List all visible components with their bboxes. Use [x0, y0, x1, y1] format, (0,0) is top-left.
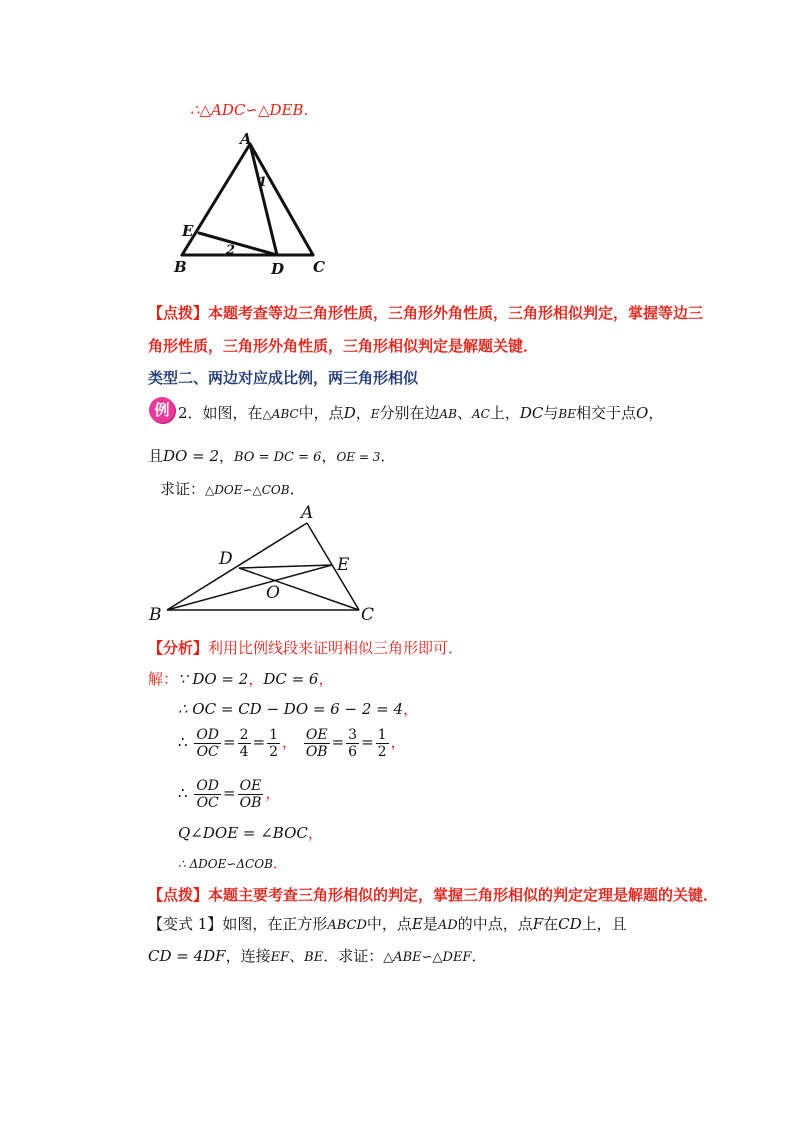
math-DO-eq: DO = 2 — [163, 447, 219, 465]
solution-line-3 — [178, 724, 406, 760]
equals-sign: = — [252, 733, 266, 751]
prove-line — [160, 479, 305, 500]
math-segment-BE: BE — [558, 407, 576, 421]
solution-text: ， — [318, 670, 334, 688]
solution-line-4 — [178, 775, 280, 811]
fig2-label-O: O — [266, 583, 280, 603]
frac-num: OD — [196, 726, 220, 743]
variant-text: 中，点 — [366, 915, 412, 933]
example-text: 与 — [543, 404, 559, 422]
solution-step-1b: DC = 6 — [263, 670, 319, 688]
frac-num: 1 — [377, 726, 387, 743]
solution-step-6: ∴ ΔDOE∽ΔCOB — [178, 857, 273, 871]
solution-text: ， — [248, 670, 264, 688]
variant-text: 在 — [543, 915, 559, 933]
example-text: ， — [321, 447, 337, 465]
example-text: 分别在边 — [379, 404, 440, 422]
math-point-E: E — [370, 407, 380, 421]
fraction-OD-OC — [194, 727, 221, 760]
solution-line-5 — [178, 823, 323, 843]
fig2-label-D: D — [219, 549, 233, 569]
fig1-label-C: C — [313, 258, 325, 276]
frac-den: 6 — [348, 743, 358, 760]
math-segment-BE: BE — [304, 950, 324, 965]
example-text: 相交于点 — [576, 404, 637, 422]
math-triangle-ABC: △ABC — [262, 407, 299, 421]
equals-sign: = — [223, 733, 236, 751]
solution-line-1 — [148, 669, 334, 689]
math-point-O: O — [636, 404, 649, 422]
solution-text: ， — [282, 733, 298, 751]
variant-tag: 【变式 1】 — [148, 915, 223, 933]
frac-num: 1 — [269, 726, 279, 743]
tip-1-tag: 【点拨】 — [148, 304, 209, 322]
example-badge: 例 — [149, 397, 175, 423]
analysis-line — [148, 638, 463, 658]
example-text: ． — [289, 480, 305, 498]
solution-text: ， — [390, 733, 406, 751]
figure-2-triangle — [145, 500, 385, 625]
fig1-label-angle1: 1 — [258, 175, 268, 190]
math-segment-AC: AC — [472, 407, 490, 421]
variant-text: 上，且 — [581, 915, 627, 933]
fig2-segment-DE — [239, 565, 332, 568]
fig2-label-A: A — [301, 503, 314, 523]
tip-1-text-1: 本题考查等边三角形性质，三角形外角性质，三角形相似判定，掌握等边三 — [208, 304, 704, 322]
math-segment-EF: EF — [270, 950, 290, 965]
frac-den: 2 — [269, 743, 279, 760]
fraction-2-4 — [238, 727, 251, 760]
frac-num: 3 — [348, 726, 358, 743]
fig1-label-angle2: 2 — [226, 243, 236, 258]
fig2-label-E: E — [337, 555, 350, 575]
fraction-OE-OB — [304, 727, 330, 760]
variant-text: 的中点，点 — [457, 915, 533, 933]
fig1-label-B: B — [174, 258, 187, 276]
equals-sign: = — [223, 784, 236, 802]
fraction-1-2b — [376, 727, 389, 760]
fraction-OD-OC-2 — [194, 778, 221, 811]
math-segment-DC: DC — [519, 404, 544, 422]
fig1-segment-AC — [250, 144, 313, 255]
math-square-ABCD: ABCD — [327, 918, 367, 933]
fig1-segment-ED — [199, 233, 277, 255]
fig1-label-E: E — [182, 222, 194, 240]
prove-statement: △DOE∽△COB — [205, 483, 290, 497]
fig2-segment-AC — [307, 523, 359, 610]
example-text: ， — [219, 447, 235, 465]
frac-num: OD — [196, 777, 220, 794]
top-conclusion: ∴△ADC∽△DEB． — [190, 101, 319, 119]
example-text: ， — [648, 404, 664, 422]
variant-text: ． — [471, 947, 487, 965]
solution-line-2 — [178, 699, 418, 719]
figure-1-triangle — [170, 130, 340, 280]
math-CD-eq: CD = 4DF — [148, 947, 226, 965]
solution-step-1: ∵ DO = 2 — [178, 670, 249, 688]
solution-line-6 — [178, 853, 288, 874]
variant-line-1 — [148, 914, 627, 936]
variant-text: ，连接 — [225, 947, 271, 965]
tip-1-line-2: 角形性质，三角形外角性质，三角形相似判定是解题关键． — [148, 337, 539, 355]
frac-num: 2 — [239, 726, 249, 743]
equals-sign: = — [361, 733, 374, 751]
frac-den: OB — [239, 794, 262, 811]
variant-text: 如图，在正方形 — [222, 915, 328, 933]
solution-text: ． — [272, 854, 288, 872]
solution-text: ， — [265, 784, 281, 802]
example-text: 、 — [457, 404, 473, 422]
solution-text: ， — [307, 824, 323, 842]
variant-text: ．求证： — [323, 947, 384, 965]
example-text: ． — [380, 447, 396, 465]
tip-2-line — [148, 885, 718, 905]
therefore-symbol: ∴ — [178, 784, 188, 802]
solution-label: 解： — [148, 670, 179, 688]
tip-2-text: 本题主要考查三角形相似的判定，掌握三角形相似的判定定理是解题的关键． — [208, 886, 719, 904]
tip-2-tag: 【点拨】 — [148, 886, 209, 904]
solution-step-5: Q∠DOE = ∠BOC — [178, 824, 308, 842]
tip-1-line-1 — [148, 303, 703, 323]
math-segment-AB: AB — [439, 407, 457, 421]
variant-line-2 — [148, 946, 486, 968]
frac-den: OC — [196, 794, 219, 811]
analysis-tag: 【分析】 — [148, 639, 209, 657]
frac-den: 2 — [377, 743, 387, 760]
frac-num: OE — [238, 778, 264, 795]
variant-text: 、 — [289, 947, 305, 965]
prove-label: 求证： — [160, 480, 206, 498]
fig1-label-A: A — [240, 130, 252, 148]
solution-step-2: ∴ OC = CD − DO = 6 − 2 = 4 — [178, 700, 404, 718]
example-line-2 — [148, 446, 395, 468]
math-point-F: F — [532, 915, 544, 933]
fig2-label-B: B — [149, 605, 162, 625]
fig1-label-D: D — [271, 260, 285, 278]
fig2-label-C: C — [361, 605, 375, 625]
math-point-E: E — [411, 915, 423, 933]
frac-den: OC — [196, 743, 219, 760]
example-line-1 — [178, 403, 663, 424]
equals-sign: = — [331, 733, 345, 751]
fraction-3-6 — [346, 727, 359, 760]
math-point-D: D — [343, 404, 356, 422]
math-BO-eq: BO = DC = 6 — [234, 450, 322, 465]
fig1-segment-AD — [250, 144, 277, 255]
math-segment-CD: CD — [558, 915, 582, 933]
fraction-1-2 — [267, 727, 280, 760]
example-text: 2．如图，在 — [178, 404, 263, 422]
section-title: 类型二、两边对应成比例，两三角形相似 — [148, 369, 419, 387]
math-segment-AD: AD — [437, 918, 458, 933]
variant-text: 是 — [422, 915, 438, 933]
math-OE-eq: OE = 3 — [336, 450, 381, 464]
frac-num: OE — [304, 727, 330, 744]
variant-statement: △ABE∽△DEF — [383, 950, 472, 965]
fraction-OE-OB-2 — [238, 778, 264, 811]
frac-den: 4 — [239, 743, 249, 760]
therefore-symbol: ∴ — [178, 733, 188, 751]
analysis-text: 利用比例线段来证明相似三角形即可． — [208, 639, 464, 657]
example-text: 且 — [148, 447, 164, 465]
example-text: 上， — [489, 404, 520, 422]
example-text: ， — [355, 404, 371, 422]
solution-text: ， — [403, 700, 419, 718]
frac-den: OB — [305, 743, 328, 760]
example-text: 中，点 — [298, 404, 344, 422]
